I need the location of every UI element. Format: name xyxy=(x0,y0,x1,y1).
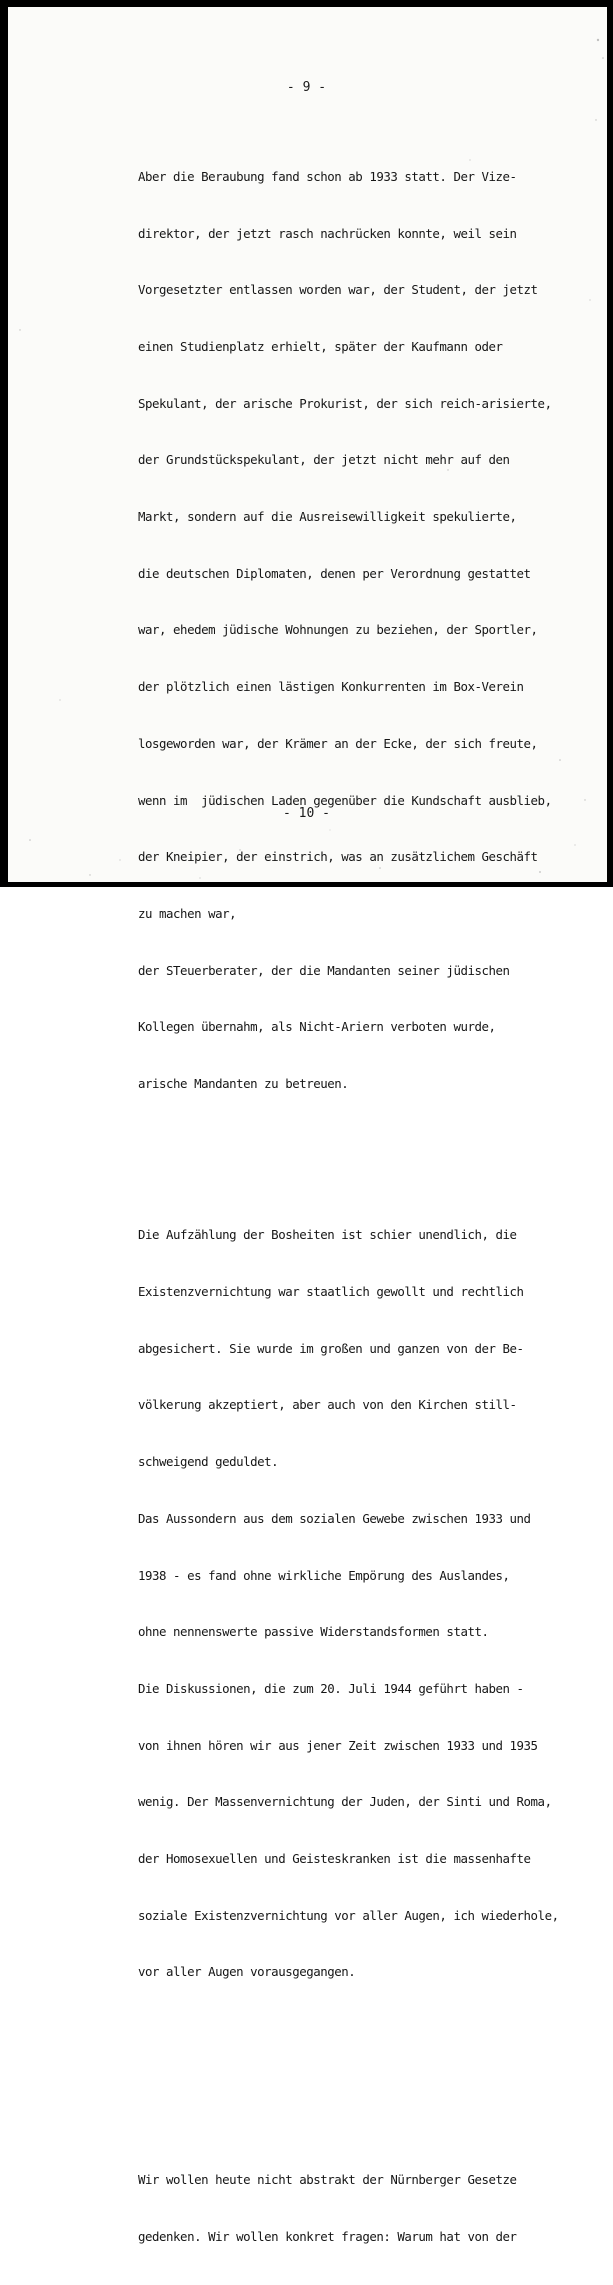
text-line: der STeuerberater, der die Mandanten seiner jüdischen xyxy=(138,962,510,978)
text-line: direktor, der jetzt rasch nachrücken konnte, weil sein xyxy=(138,225,517,241)
text-line: wenig. Der Massenvernichtung der Juden, der Sinti und Roma, xyxy=(138,1794,552,1810)
text-line: der Grundstückspekulant, der jetzt nicht mehr auf den xyxy=(138,452,510,468)
paragraph-gap xyxy=(138,2039,538,2058)
scan-border-top xyxy=(0,0,613,7)
text-line: der Kneipier, der einstrich, was an zusätzlichem Geschäft xyxy=(138,849,538,865)
text-line: Existenzvernichtung war staatlich gewollt und rechtlich xyxy=(138,1283,524,1299)
text-line: Aber die Beraubung fand schon ab 1933 statt. Der Vize- xyxy=(138,168,517,184)
paragraph-gap xyxy=(138,2096,538,2115)
text-line: Das Aussondern aus dem sozialen Gewebe zwischen 1933 und xyxy=(138,1510,531,1526)
text-line: völkerung akzeptiert, aber auch von den Kirchen still- xyxy=(138,1397,517,1413)
text-line: 1938 - es fand ohne wirkliche Empörung des Auslandes, xyxy=(138,1567,510,1583)
document-body xyxy=(138,130,559,2285)
text-line: abgesichert. Sie wurde im großen und ganzen von der Be- xyxy=(138,1340,524,1356)
text-line: gedenken. Wir wollen konkret fragen: Warum hat von der xyxy=(138,2229,517,2245)
text-line: soziale Existenzvernichtung vor aller Augen, ich wiederhole, xyxy=(138,1907,559,1923)
page-number-bottom: - 10 - xyxy=(283,806,330,821)
text-line: zu machen war, xyxy=(138,905,237,921)
text-line: ohne nennenswerte passive Widerstandsformen statt. xyxy=(138,1624,489,1640)
text-line: arische Mandanten zu betreuen. xyxy=(138,1076,349,1092)
text-line: die deutschen Diplomaten, denen per Verordnung gestattet xyxy=(138,565,531,581)
text-line: Kollegen übernahm, als Nicht-Ariern verboten wurde, xyxy=(138,1019,496,1035)
scan-border-left xyxy=(0,0,8,887)
text-line: losgeworden war, der Krämer an der Ecke, der sich freute, xyxy=(138,735,538,751)
text-line: Markt, sondern auf die Ausreisewilligkeit spekulierte, xyxy=(138,509,517,525)
text-line: Die Aufzählung der Bosheiten ist schier unendlich, die xyxy=(138,1227,517,1243)
text-line: Vorgesetzter entlassen worden war, der Student, der jetzt xyxy=(138,282,538,298)
text-line: Wir wollen heute nicht abstrakt der Nürnberger Gesetze xyxy=(138,2172,517,2188)
text-line: schweigend geduldet. xyxy=(138,1454,279,1470)
text-line: Spekulant, der arische Prokurist, der sich reich-arisierte, xyxy=(138,395,552,411)
text-line: war, ehedem jüdische Wohnungen zu beziehen, der Sportler, xyxy=(138,622,538,638)
text-line: der plötzlich einen lästigen Konkurrenten im Box-Verein xyxy=(138,679,524,695)
text-line: von ihnen hören wir aus jener Zeit zwischen 1933 und 1935 xyxy=(138,1737,538,1753)
page-number-top: - 9 - xyxy=(286,80,327,95)
scan-border-right xyxy=(607,0,613,887)
text-line: vor aller Augen vorausgegangen. xyxy=(138,1964,356,1980)
text-line: der Homosexuellen und Geisteskranken ist die massenhafte xyxy=(138,1851,531,1867)
text-line: Die Diskussionen, die zum 20. Juli 1944 geführt haben - xyxy=(138,1680,524,1696)
text-line: wenn im jüdischen Laden gegenüber die Kundschaft ausblieb, xyxy=(138,792,552,808)
text-line: einen Studienplatz erhielt, später der Kaufmann oder xyxy=(138,338,503,354)
paragraph-gap xyxy=(138,1151,538,1170)
